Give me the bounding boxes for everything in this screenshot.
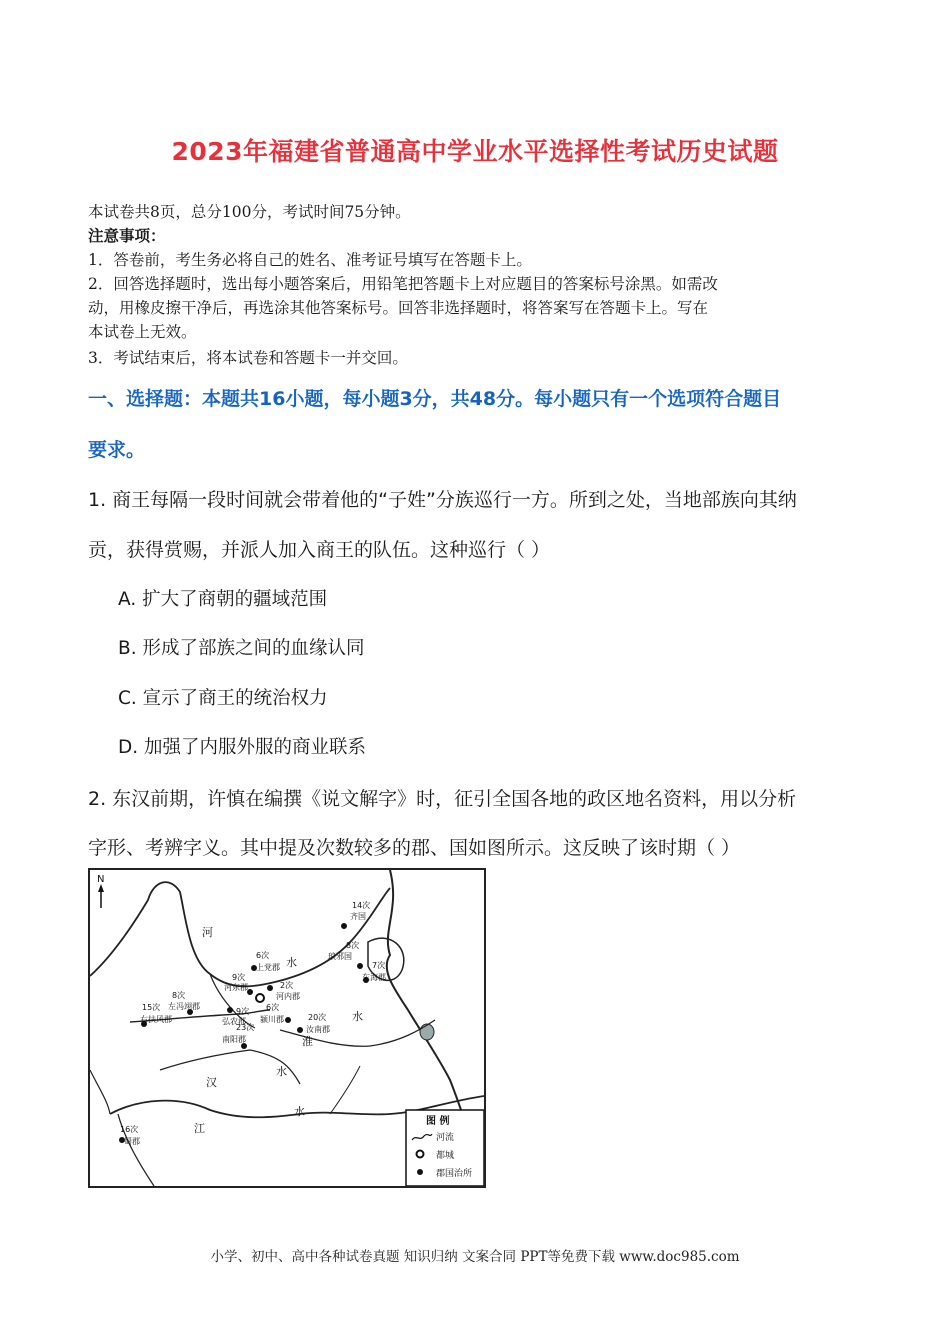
note-line-3: 动，用橡皮擦干净后，再选涂其他答案标号。回答非选择题时，将答案写在答题卡上。写在	[88, 299, 709, 317]
place-nanyang	[222, 1022, 254, 1049]
place-hedong	[224, 972, 253, 995]
river-label-he: 河	[202, 926, 213, 939]
place-name: 南阳郡	[222, 1035, 246, 1044]
legend-capital-icon	[417, 1151, 424, 1158]
place-name: 右扶风郡	[140, 1015, 172, 1024]
river-label-jiang: 江	[194, 1122, 205, 1135]
seat-marker-icon	[227, 1007, 233, 1013]
north-label: N	[97, 874, 105, 885]
place-shujun	[119, 1124, 140, 1146]
question-2-line-1: 2. 东汉前期，许慎在编撰《说文解字》时，征引全国各地的政区地名资料，用以分析	[88, 788, 797, 810]
place-count: 6次	[266, 1003, 280, 1012]
river-label-huai: 淮	[302, 1035, 313, 1048]
place-count: 6次	[256, 951, 270, 960]
eastern-han-map	[88, 868, 486, 1188]
place-name: 河东郡	[224, 983, 248, 992]
legend-seat-icon	[417, 1169, 423, 1175]
seat-marker-icon	[285, 1017, 291, 1023]
question-1-line-2: 贡，获得赏赐，并派人加入商王的队伍。这种巡行（ ）	[88, 539, 551, 561]
upper-river	[90, 1070, 110, 1114]
place-donghai	[362, 960, 386, 983]
place-name: 左冯翊郡	[168, 1002, 200, 1011]
seat-marker-icon	[357, 963, 363, 969]
river-label-shui-4: 水	[294, 1105, 305, 1118]
q1-option-b: B. 形成了部族之间的血缘认同	[118, 638, 365, 659]
page-title: 2023年福建省普通高中学业水平选择性考试历史试题	[171, 137, 779, 166]
note-line-2: 2．回答选择题时，选出每小题答案后，用铅笔把答题卡上对应题目的答案标号涂黑。如需改	[88, 275, 718, 293]
q1-option-a: A. 扩大了商朝的疆域范围	[118, 589, 328, 610]
q1-option-c: C. 宣示了商王的统治权力	[118, 688, 328, 709]
place-name: 齐国	[350, 912, 366, 921]
place-count: 20次	[308, 1013, 327, 1022]
capital-marker-icon	[256, 994, 264, 1002]
place-shangdang	[251, 950, 280, 972]
place-name: 河内郡	[276, 992, 300, 1001]
place-langya	[328, 940, 363, 969]
place-count: 14次	[352, 901, 371, 910]
place-count: 23次	[236, 1023, 255, 1032]
question-1-line-1: 1. 商王每隔一段时间就会带着他的“子姓”分族巡行一方。所到之处，当地部族向其纳	[88, 489, 797, 511]
river-label-shui-3: 水	[276, 1065, 287, 1078]
place-name: 汝南郡	[306, 1025, 330, 1034]
legend-title: 图 例	[426, 1116, 450, 1127]
page-footer: 小学、初中、高中各种试卷真题 知识归纳 文案合同 PPT等免费下载 www.doc985.com	[210, 1249, 740, 1265]
lake-marker	[420, 1024, 434, 1040]
xiang-tributary	[330, 1066, 360, 1114]
q1-option-d: D. 加强了内服外服的商业联系	[118, 737, 367, 758]
seat-marker-icon	[341, 923, 347, 929]
note-line-1: 1．答卷前，考生务必将自己的姓名、准考证号填写在答题卡上。	[88, 251, 532, 269]
river-label-shui-2: 水	[352, 1010, 363, 1023]
map-svg	[90, 870, 484, 1186]
north-arrowhead-icon	[98, 884, 104, 892]
yellow-river	[90, 882, 390, 986]
place-name: 琅邪国	[328, 952, 352, 961]
seat-marker-icon	[297, 1027, 303, 1033]
place-name: 东海郡	[362, 973, 386, 982]
place-name: 蜀郡	[124, 1137, 140, 1146]
place-zuopingyi	[168, 990, 200, 1015]
seat-marker-icon	[267, 985, 273, 991]
place-name: 颍川郡	[260, 1015, 284, 1024]
exam-intro: 本试卷共8页，总分100分，考试时间75分钟。	[88, 203, 411, 221]
place-name: 上党郡	[256, 963, 280, 972]
place-count: 16次	[120, 1125, 139, 1134]
river-label-shui-1: 水	[286, 956, 297, 969]
legend-river-label: 河流	[436, 1133, 455, 1143]
note-line-4: 本试卷上无效。	[88, 323, 197, 341]
place-count: 7次	[372, 961, 386, 970]
legend-capital-label: 都城	[436, 1151, 455, 1161]
legend-seat-label: 郡国治所	[436, 1169, 473, 1179]
section-title-line-1: 一、选择题：本题共16小题，每小题3分，共48分。每小题只有一个选项符合题目	[88, 388, 782, 410]
note-line-5: 3．考试结束后，将本试卷和答题卡一并交回。	[88, 349, 408, 367]
place-count: 9次	[236, 1007, 250, 1016]
place-yingchuan	[260, 1002, 291, 1024]
place-count: 9次	[232, 973, 246, 982]
place-runan	[297, 1012, 330, 1034]
place-name: 弘农郡	[222, 1017, 246, 1026]
place-count: 8次	[346, 941, 360, 950]
place-count: 2次	[280, 981, 294, 990]
section-title-line-2: 要求。	[88, 439, 146, 461]
place-count: 15次	[142, 1003, 161, 1012]
place-qiguo	[341, 900, 370, 929]
place-count: 8次	[172, 991, 186, 1000]
question-2-line-2: 字形、考辨字义。其中提及次数较多的郡、国如图所示。这反映了该时期（ ）	[88, 837, 741, 859]
notes-heading: 注意事项：	[88, 226, 166, 245]
map-legend	[406, 1110, 484, 1186]
river-label-han: 汉	[206, 1076, 217, 1089]
